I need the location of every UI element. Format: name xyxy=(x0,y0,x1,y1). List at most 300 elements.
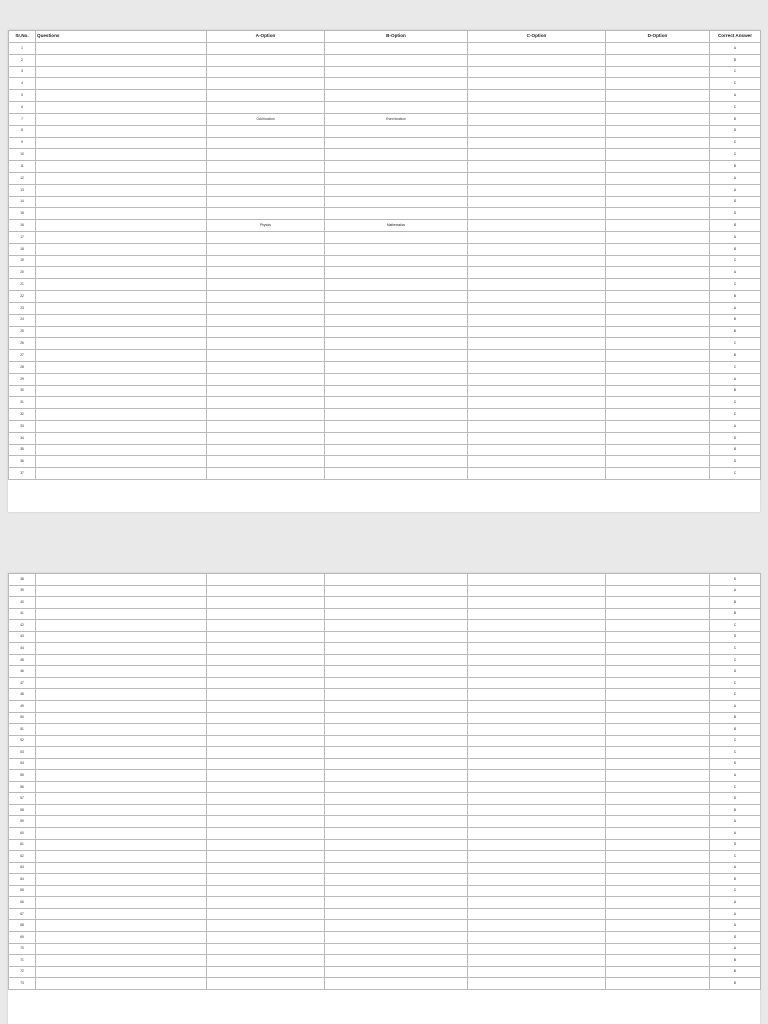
option-b xyxy=(325,267,468,279)
option-a xyxy=(207,444,325,456)
option-c xyxy=(468,874,606,886)
table-row xyxy=(9,804,761,816)
correct-answer: C xyxy=(710,654,761,666)
question-text xyxy=(36,149,207,161)
table-row xyxy=(9,897,761,909)
option-d xyxy=(606,758,710,770)
question-text xyxy=(36,291,207,303)
option-d xyxy=(606,102,710,114)
option-c xyxy=(468,966,606,978)
question-text xyxy=(36,828,207,840)
question-text xyxy=(36,385,207,397)
table-row xyxy=(9,597,761,609)
option-a xyxy=(207,943,325,955)
correct-answer: A xyxy=(710,585,761,597)
question-text xyxy=(36,125,207,137)
option-a xyxy=(207,78,325,90)
table-row xyxy=(9,689,761,701)
table-row xyxy=(9,793,761,805)
option-b xyxy=(325,373,468,385)
option-d xyxy=(606,161,710,173)
option-d xyxy=(606,608,710,620)
question-number: 35 xyxy=(9,444,36,456)
option-c xyxy=(468,862,606,874)
option-c xyxy=(468,666,606,678)
option-d xyxy=(606,432,710,444)
option-c xyxy=(468,220,606,232)
correct-answer: B xyxy=(710,350,761,362)
option-a xyxy=(207,279,325,291)
question-text xyxy=(36,137,207,149)
option-d xyxy=(606,966,710,978)
header-sr-no: Sr.No. xyxy=(9,31,36,43)
correct-answer: B xyxy=(710,966,761,978)
option-a xyxy=(207,232,325,244)
correct-answer: A xyxy=(710,920,761,932)
option-c xyxy=(468,978,606,990)
option-a xyxy=(207,781,325,793)
option-c xyxy=(468,631,606,643)
question-text xyxy=(36,839,207,851)
table-row xyxy=(9,724,761,736)
option-c xyxy=(468,908,606,920)
header-c-option: C-Option xyxy=(468,31,606,43)
option-c xyxy=(468,113,606,125)
table-row xyxy=(9,220,761,232)
option-d xyxy=(606,350,710,362)
option-c xyxy=(468,816,606,828)
option-d xyxy=(606,828,710,840)
option-a xyxy=(207,747,325,759)
question-number: 67 xyxy=(9,908,36,920)
option-a xyxy=(207,421,325,433)
option-b xyxy=(325,326,468,338)
option-b xyxy=(325,816,468,828)
question-text xyxy=(36,54,207,66)
question-number: 33 xyxy=(9,421,36,433)
question-text xyxy=(36,267,207,279)
table-row xyxy=(9,828,761,840)
option-b xyxy=(325,666,468,678)
correct-answer: B xyxy=(710,161,761,173)
table-row xyxy=(9,172,761,184)
question-text xyxy=(36,885,207,897)
option-b xyxy=(325,862,468,874)
option-a xyxy=(207,43,325,55)
option-b xyxy=(325,908,468,920)
option-d xyxy=(606,149,710,161)
question-number: 1 xyxy=(9,43,36,55)
correct-answer: C xyxy=(710,851,761,863)
correct-answer: B xyxy=(710,326,761,338)
question-text xyxy=(36,102,207,114)
option-d xyxy=(606,208,710,220)
option-a xyxy=(207,828,325,840)
table-row xyxy=(9,125,761,137)
option-a xyxy=(207,955,325,967)
question-number: 4 xyxy=(9,78,36,90)
option-d xyxy=(606,804,710,816)
question-text xyxy=(36,724,207,736)
option-a xyxy=(207,758,325,770)
table-row xyxy=(9,421,761,433)
correct-answer: A xyxy=(710,184,761,196)
question-number: 6 xyxy=(9,102,36,114)
option-a xyxy=(207,66,325,78)
table-row xyxy=(9,735,761,747)
option-b xyxy=(325,597,468,609)
table-row xyxy=(9,874,761,886)
option-d xyxy=(606,385,710,397)
option-a xyxy=(207,931,325,943)
table-row xyxy=(9,102,761,114)
question-number: 8 xyxy=(9,125,36,137)
question-number: 23 xyxy=(9,302,36,314)
option-b xyxy=(325,409,468,421)
option-b xyxy=(325,54,468,66)
option-a xyxy=(207,137,325,149)
correct-answer: B xyxy=(710,712,761,724)
option-b xyxy=(325,620,468,632)
option-b xyxy=(325,243,468,255)
question-number: 20 xyxy=(9,267,36,279)
option-d xyxy=(606,54,710,66)
document-page-1 xyxy=(8,30,760,512)
question-text xyxy=(36,409,207,421)
question-number: 63 xyxy=(9,862,36,874)
table-row xyxy=(9,432,761,444)
option-b xyxy=(325,793,468,805)
correct-answer: A xyxy=(710,943,761,955)
question-text xyxy=(36,314,207,326)
option-a xyxy=(207,149,325,161)
question-text xyxy=(36,196,207,208)
option-c xyxy=(468,161,606,173)
question-number: 47 xyxy=(9,677,36,689)
question-text xyxy=(36,456,207,468)
option-a xyxy=(207,885,325,897)
table-row xyxy=(9,350,761,362)
question-text xyxy=(36,113,207,125)
option-b xyxy=(325,172,468,184)
table-row xyxy=(9,43,761,55)
table-row xyxy=(9,232,761,244)
correct-answer: C xyxy=(710,781,761,793)
correct-answer: B xyxy=(710,597,761,609)
option-a xyxy=(207,326,325,338)
question-number: 48 xyxy=(9,689,36,701)
question-text xyxy=(36,712,207,724)
option-c xyxy=(468,43,606,55)
question-text xyxy=(36,908,207,920)
question-number: 40 xyxy=(9,597,36,609)
correct-answer: C xyxy=(710,735,761,747)
correct-answer: D xyxy=(710,793,761,805)
table-row xyxy=(9,291,761,303)
option-d xyxy=(606,920,710,932)
question-number: 28 xyxy=(9,361,36,373)
question-number: 16 xyxy=(9,220,36,232)
correct-answer: D xyxy=(710,839,761,851)
question-text xyxy=(36,326,207,338)
correct-answer: A xyxy=(710,770,761,782)
option-a xyxy=(207,724,325,736)
correct-answer: B xyxy=(710,978,761,990)
table-row xyxy=(9,78,761,90)
option-b xyxy=(325,291,468,303)
table-row xyxy=(9,608,761,620)
table-row xyxy=(9,770,761,782)
option-c xyxy=(468,125,606,137)
option-c xyxy=(468,373,606,385)
option-b xyxy=(325,397,468,409)
option-d xyxy=(606,338,710,350)
correct-answer: B xyxy=(710,291,761,303)
correct-answer: A xyxy=(710,43,761,55)
option-a xyxy=(207,978,325,990)
option-a xyxy=(207,90,325,102)
option-a xyxy=(207,920,325,932)
correct-answer: D xyxy=(710,456,761,468)
option-c xyxy=(468,654,606,666)
option-b xyxy=(325,770,468,782)
option-c xyxy=(468,724,606,736)
option-b xyxy=(325,302,468,314)
correct-answer: A xyxy=(710,828,761,840)
option-a xyxy=(207,409,325,421)
table-row xyxy=(9,196,761,208)
option-c xyxy=(468,302,606,314)
option-a xyxy=(207,161,325,173)
option-b xyxy=(325,338,468,350)
question-number: 31 xyxy=(9,397,36,409)
question-number: 19 xyxy=(9,255,36,267)
table-row xyxy=(9,90,761,102)
option-a xyxy=(207,689,325,701)
correct-answer: A xyxy=(710,862,761,874)
option-a xyxy=(207,908,325,920)
option-b xyxy=(325,608,468,620)
table-row xyxy=(9,816,761,828)
option-d xyxy=(606,421,710,433)
option-d xyxy=(606,943,710,955)
table-row xyxy=(9,955,761,967)
option-b xyxy=(325,643,468,655)
option-b xyxy=(325,920,468,932)
option-d xyxy=(606,897,710,909)
option-c xyxy=(468,781,606,793)
option-d xyxy=(606,220,710,232)
question-number: 57 xyxy=(9,793,36,805)
table-row xyxy=(9,666,761,678)
question-text xyxy=(36,747,207,759)
table-row xyxy=(9,712,761,724)
option-b xyxy=(325,804,468,816)
question-text xyxy=(36,350,207,362)
option-d xyxy=(606,851,710,863)
question-text xyxy=(36,208,207,220)
question-number: 27 xyxy=(9,350,36,362)
table-row xyxy=(9,677,761,689)
option-b xyxy=(325,701,468,713)
option-a xyxy=(207,654,325,666)
option-a xyxy=(207,54,325,66)
option-d xyxy=(606,793,710,805)
correct-answer: C xyxy=(710,102,761,114)
option-c xyxy=(468,828,606,840)
header-questions: Questions xyxy=(36,31,207,43)
table-row xyxy=(9,314,761,326)
question-number: 60 xyxy=(9,828,36,840)
question-number: 3 xyxy=(9,66,36,78)
correct-answer: C xyxy=(710,397,761,409)
option-b xyxy=(325,712,468,724)
option-b xyxy=(325,574,468,586)
option-a xyxy=(207,793,325,805)
table-row xyxy=(9,978,761,990)
correct-answer: A xyxy=(710,908,761,920)
question-text xyxy=(36,793,207,805)
correct-answer: C xyxy=(710,620,761,632)
correct-answer: A xyxy=(710,90,761,102)
option-d xyxy=(606,468,710,480)
option-d xyxy=(606,585,710,597)
option-c xyxy=(468,291,606,303)
option-d xyxy=(606,724,710,736)
option-d xyxy=(606,862,710,874)
option-b xyxy=(325,631,468,643)
option-c xyxy=(468,78,606,90)
correct-answer: C xyxy=(710,255,761,267)
option-b xyxy=(325,724,468,736)
option-b xyxy=(325,839,468,851)
question-number: 2 xyxy=(9,54,36,66)
table-row xyxy=(9,279,761,291)
option-a xyxy=(207,208,325,220)
question-number: 24 xyxy=(9,314,36,326)
option-b xyxy=(325,208,468,220)
option-b xyxy=(325,66,468,78)
table-row xyxy=(9,885,761,897)
option-c xyxy=(468,208,606,220)
option-c xyxy=(468,255,606,267)
option-a: Physics xyxy=(207,220,325,232)
question-number: 69 xyxy=(9,931,36,943)
option-b xyxy=(325,654,468,666)
table-row xyxy=(9,931,761,943)
question-text xyxy=(36,758,207,770)
option-c xyxy=(468,267,606,279)
header-a-option: A-Option xyxy=(207,31,325,43)
table-row xyxy=(9,456,761,468)
option-c xyxy=(468,931,606,943)
question-number: 37 xyxy=(9,468,36,480)
question-text xyxy=(36,373,207,385)
option-c xyxy=(468,66,606,78)
question-text xyxy=(36,631,207,643)
question-text xyxy=(36,90,207,102)
question-text xyxy=(36,781,207,793)
option-d xyxy=(606,955,710,967)
mcq-table xyxy=(8,30,761,480)
option-c xyxy=(468,897,606,909)
correct-answer: B xyxy=(710,724,761,736)
correct-answer: D xyxy=(710,432,761,444)
option-b xyxy=(325,828,468,840)
question-text xyxy=(36,804,207,816)
option-c xyxy=(468,597,606,609)
option-c xyxy=(468,350,606,362)
option-a xyxy=(207,385,325,397)
question-text xyxy=(36,666,207,678)
question-number: 30 xyxy=(9,385,36,397)
correct-answer: A xyxy=(710,267,761,279)
question-number: 25 xyxy=(9,326,36,338)
question-number: 52 xyxy=(9,735,36,747)
option-d xyxy=(606,689,710,701)
table-row xyxy=(9,631,761,643)
option-c xyxy=(468,955,606,967)
option-b xyxy=(325,102,468,114)
table-row xyxy=(9,966,761,978)
option-a xyxy=(207,574,325,586)
option-d xyxy=(606,770,710,782)
option-a xyxy=(207,243,325,255)
option-c xyxy=(468,689,606,701)
option-b xyxy=(325,689,468,701)
option-d xyxy=(606,302,710,314)
option-a xyxy=(207,597,325,609)
question-text xyxy=(36,585,207,597)
correct-answer: C xyxy=(710,279,761,291)
option-d xyxy=(606,712,710,724)
question-number: 38 xyxy=(9,574,36,586)
correct-answer: B xyxy=(710,54,761,66)
option-a xyxy=(207,804,325,816)
correct-answer: C xyxy=(710,137,761,149)
correct-answer: B xyxy=(710,385,761,397)
option-d xyxy=(606,113,710,125)
question-text xyxy=(36,770,207,782)
table-row xyxy=(9,385,761,397)
correct-answer: C xyxy=(710,149,761,161)
correct-answer: C xyxy=(710,677,761,689)
option-d xyxy=(606,701,710,713)
option-d xyxy=(606,90,710,102)
option-b xyxy=(325,78,468,90)
option-c xyxy=(468,920,606,932)
question-number: 18 xyxy=(9,243,36,255)
option-c xyxy=(468,385,606,397)
correct-answer: C xyxy=(710,338,761,350)
option-a xyxy=(207,255,325,267)
option-a xyxy=(207,712,325,724)
option-b xyxy=(325,874,468,886)
option-a xyxy=(207,816,325,828)
option-a xyxy=(207,397,325,409)
option-d xyxy=(606,747,710,759)
table-row xyxy=(9,66,761,78)
option-b xyxy=(325,184,468,196)
correct-answer: B xyxy=(710,955,761,967)
correct-answer: B xyxy=(710,113,761,125)
option-b xyxy=(325,421,468,433)
question-text xyxy=(36,255,207,267)
table-row xyxy=(9,54,761,66)
question-text xyxy=(36,444,207,456)
question-text xyxy=(36,468,207,480)
question-number: 15 xyxy=(9,208,36,220)
